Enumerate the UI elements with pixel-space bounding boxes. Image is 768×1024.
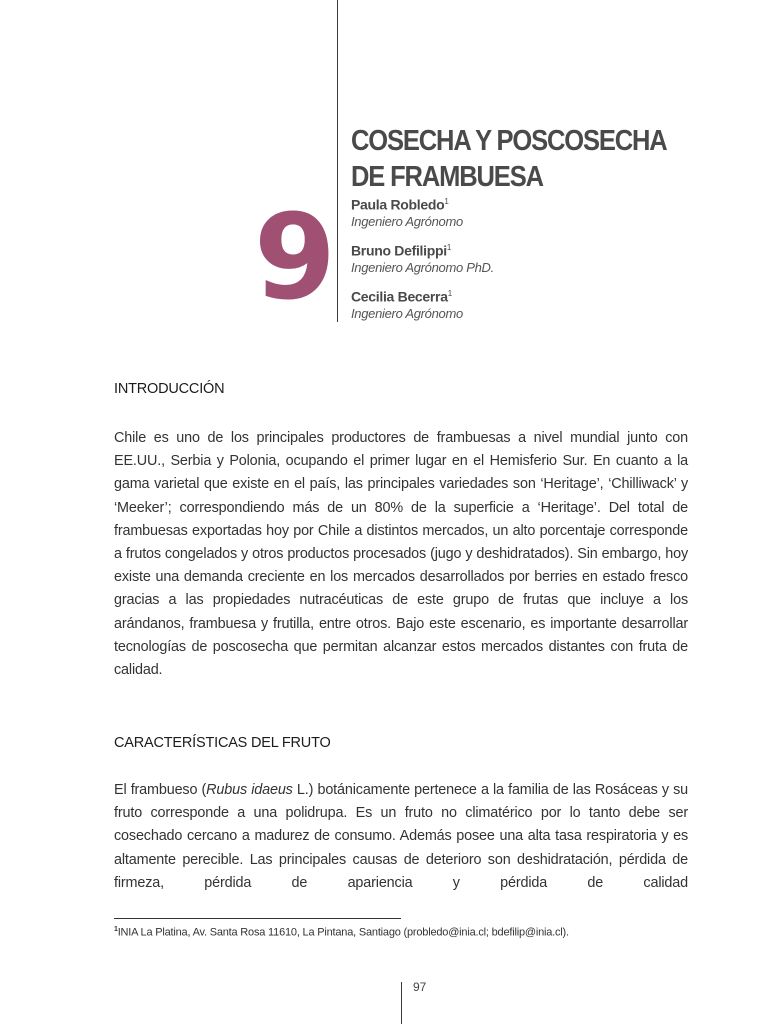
- footnote-marker: 1: [114, 926, 118, 933]
- author-role: Ingeniero Agrónomo PhD.: [351, 259, 494, 275]
- author-name: Bruno Defilippi$^1$: [351, 242, 451, 259]
- chapter-title: [351, 123, 703, 195]
- intro-paragraph: Chile es uno de los principales productores de frambuesas a nivel mundial junto con EE.UU., Serbia y Polonia, ocupando el primer lugar en el Hemisferio Sur. En cuanto a la gama varietal que existe en el país, las principales variedades son ‘Heritage’, ‘Chilliwack’ y ‘Meeker’; correspondiendo más de un 80% de la superficie a ‘Heritage’. Del total de frambuesas exportadas hoy por Chile a distintos mercados, un alto porcentaje corresponde a frutos congelados y otros productos procesados (jugo y deshidratados). Sin embargo, hoy existe una demanda creciente en los mercados desarrollados por berries en estado fresco gracias a las propiedades nutracéuticas de este grupo de frutas que incluye a los arándanos, frambuesa y frutilla, entre otros. Bajo este escenario, es importante desarrollar tecnologías de poscosecha que permitan alcanzar estos mercados distantes con fruta de calidad.: [114, 430, 688, 679]
- caracteristicas-paragraph: El frambueso (Rubus idaeus L.) botánicamente pertenece a la familia de las Rosáceas y su fruto corresponde a una polidrupa. Es un fruto no climatérico por lo tanto debe ser cosechado cercano a madurez de consumo. Además posee una alta tasa respiratoria y es altamente perecible. Las principales causas de deterioro son deshidratación, pérdida de firmeza, pérdida de apariencia y pérdida de calidad: [114, 782, 689, 891]
- author-footnote-ref[interactable]: 1: [446, 243, 451, 252]
- author-name: Paula Robledo$^1$: [351, 196, 449, 213]
- species-name: Rubus idaeus: [206, 782, 293, 798]
- footnote-divider: [114, 918, 401, 919]
- footnote: [114, 922, 714, 941]
- vertical-divider: [337, 0, 338, 322]
- page-number: 97: [413, 980, 427, 994]
- author-list: [351, 193, 711, 331]
- chapter-title-line-1: COSECHA Y POSCOSECHA: [351, 125, 667, 158]
- chapter-number: 9: [253, 188, 332, 326]
- footnote-text: INIA La Platina, Av. Santa Rosa 11610, La Pintana, Santiago (probledo@inia.cl; bdefilip@inia.cl).: [117, 926, 569, 939]
- author-name: Cecilia Becerra$^1$: [351, 288, 452, 305]
- author-entry: [351, 193, 711, 239]
- author-footnote-ref[interactable]: 1: [447, 289, 452, 298]
- section-heading-introduccion: INTRODUCCIÓN: [114, 381, 225, 397]
- page-number-divider: [401, 982, 402, 1024]
- author-entry: [351, 285, 711, 331]
- section-heading-caracteristicas: CARACTERÍSTICAS DEL FRUTO: [114, 735, 331, 751]
- author-entry: [351, 239, 711, 285]
- author-role: Ingeniero Agrónomo: [351, 305, 463, 321]
- author-role: Ingeniero Agrónomo: [351, 213, 463, 229]
- author-footnote-ref[interactable]: 1: [444, 197, 449, 206]
- chapter-title-line-2: DE FRAMBUESA: [351, 161, 543, 194]
